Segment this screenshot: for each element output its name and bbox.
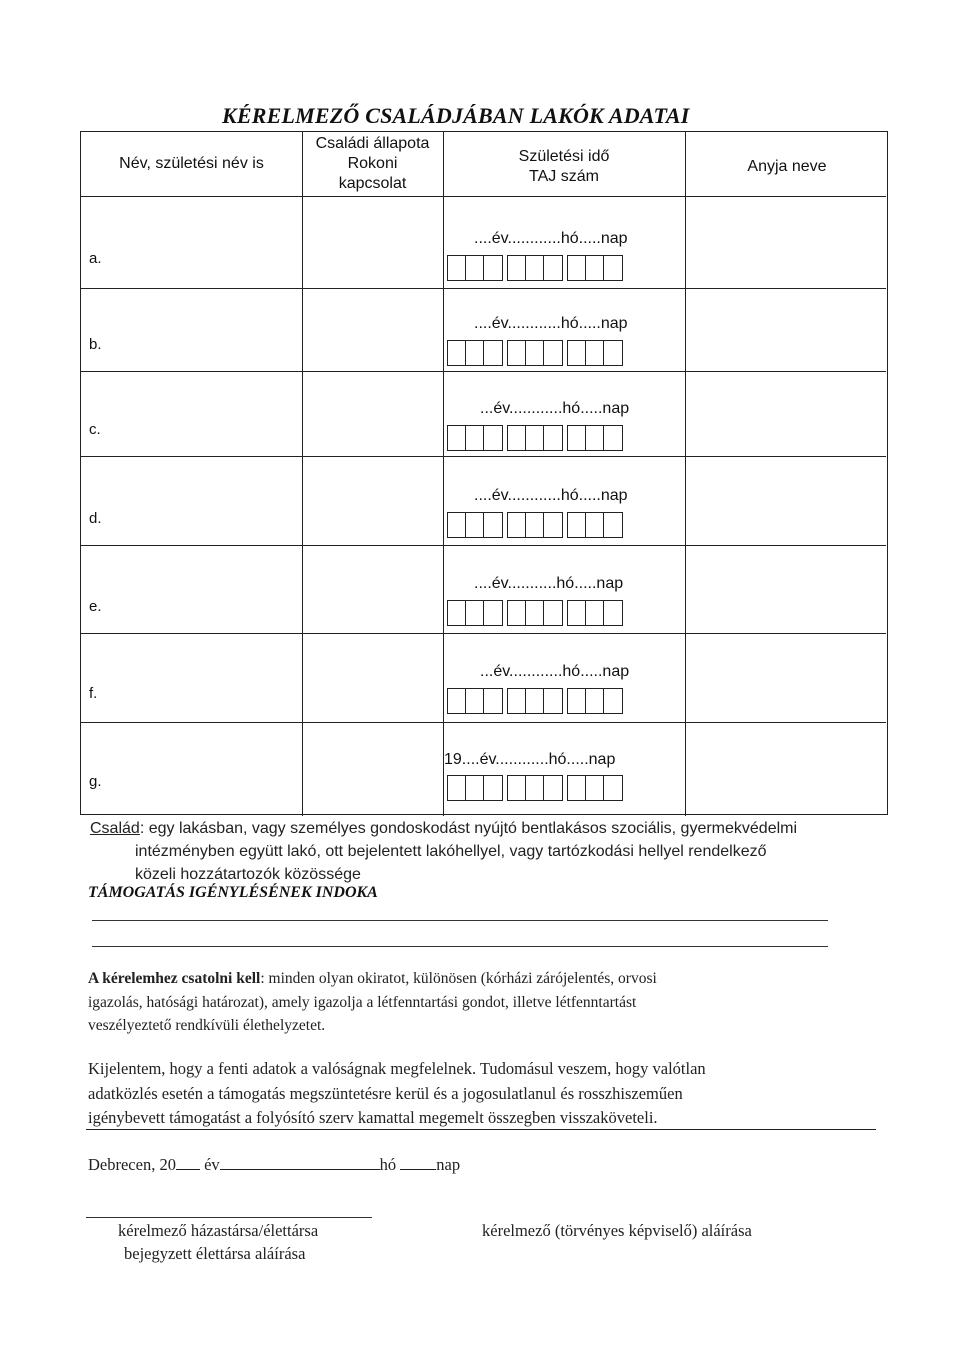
attach-paragraph <box>88 968 657 990</box>
taj-boxes[interactable] <box>447 340 627 366</box>
row-date-a: ....év............hó.....nap <box>474 230 628 247</box>
reason-heading: TÁMOGATÁS IGÉNYLÉSÉNEK INDOKA <box>88 884 378 901</box>
row-date-d: ....év............hó.....nap <box>474 487 628 504</box>
declaration-line1: Kijelentem, hogy a fenti adatok a valóságnak megfelelnek. Tudomásul veszem, hogy valótlan <box>88 1059 706 1078</box>
date-year-label: év <box>204 1155 220 1174</box>
header-family-status-line3: kapcsolat <box>338 175 407 192</box>
row-label-a: a. <box>89 250 102 267</box>
row-divider <box>81 456 886 457</box>
taj-boxes[interactable] <box>447 688 627 714</box>
definition-term: Család <box>90 820 140 837</box>
row-divider <box>81 545 886 546</box>
attach-bold: A kérelemhez csatolni kell <box>88 970 261 987</box>
header-family-status <box>302 134 443 194</box>
signature-left-line1: kérelmező házastársa/élettársa <box>118 1221 319 1240</box>
signature-left-line2: bejegyzett élettársa aláírása <box>124 1244 306 1263</box>
row-label-g: g. <box>89 773 102 790</box>
row-divider <box>81 288 886 289</box>
row-date-c: ...év............hó.....nap <box>480 400 630 417</box>
signature-line-left[interactable] <box>86 1217 372 1218</box>
date-day-label: nap <box>436 1155 461 1174</box>
row-divider <box>81 633 886 634</box>
attach-line3: veszélyeztető rendkívüli élethelyzetet. <box>88 1017 326 1034</box>
declaration-underline <box>86 1129 876 1130</box>
day-blank[interactable] <box>400 1169 436 1170</box>
attach-line2: igazolás, hatósági határozat), amely igazolja a létfenntartási gondot, illetve létfenntartást <box>88 994 637 1011</box>
date-month-label: hó <box>379 1155 397 1174</box>
row-label-b: b. <box>89 336 102 353</box>
year-blank[interactable] <box>220 1169 380 1170</box>
definition-line3: közeli hozzátartozók közössége <box>135 866 361 883</box>
taj-boxes[interactable] <box>447 600 627 626</box>
header-birth-date <box>443 147 685 187</box>
row-divider <box>81 722 886 723</box>
row-label-f: f. <box>89 685 98 702</box>
reason-line-1[interactable] <box>92 920 828 921</box>
header-birth-date-line2: TAJ szám <box>529 168 599 185</box>
column-divider <box>443 132 444 816</box>
taj-boxes[interactable] <box>447 512 627 538</box>
row-divider <box>81 371 886 372</box>
header-mother-name: Anyja neve <box>747 158 827 175</box>
row-divider <box>81 196 886 197</box>
row-label-d: d. <box>89 510 102 527</box>
reason-line-2[interactable] <box>92 946 828 947</box>
date-line <box>88 1154 460 1176</box>
row-label-c: c. <box>89 421 101 438</box>
declaration-line2: adatközlés esetén a támogatás megszüntetésre kerül és a jogosulatlanul és rosszhiszeműen <box>88 1084 683 1103</box>
column-divider <box>685 132 686 816</box>
row-label-e: e. <box>89 598 102 615</box>
date-place: Debrecen, 20 <box>88 1155 176 1174</box>
definition-line1: : egy lakásban, vagy személyes gondoskodást nyújtó bentlakásos szociális, gyermekvédelmi <box>139 820 798 837</box>
row-date-g: 19....év............hó.....nap <box>444 751 616 768</box>
taj-boxes[interactable] <box>447 425 627 451</box>
taj-boxes[interactable] <box>447 775 627 801</box>
header-family-status-line1: Családi állapota <box>315 135 430 152</box>
row-date-b: ....év............hó.....nap <box>474 315 628 332</box>
page-title: KÉRELMEZŐ CSALÁDJÁBAN LAKÓK ADATAI <box>222 103 690 128</box>
taj-boxes[interactable] <box>447 255 627 281</box>
header-birth-date-line1: Születési idő <box>518 148 610 165</box>
declaration-line3: igénybevett támogatást a folyósító szerv kamattal megemelt összegben visszaköveteli. <box>88 1108 658 1127</box>
row-date-e: ....év...........hó.....nap <box>474 575 624 592</box>
header-family-status-line2: Rokoni <box>347 155 398 172</box>
row-date-f: ...év............hó.....nap <box>480 663 630 680</box>
definition-line2: intézményben együtt lakó, ott bejelentett lakóhellyel, vagy tartózkodási hellyel rendelkező <box>135 843 767 860</box>
column-divider <box>302 132 303 816</box>
family-definition <box>90 818 797 840</box>
signature-right: kérelmező (törvényes képviselő) aláírása <box>482 1221 752 1240</box>
year-suffix-blank[interactable] <box>176 1169 200 1170</box>
header-name: Név, születési név is <box>119 155 264 172</box>
attach-line1: : minden olyan okiratot, különösen (kórházi zárójelentés, orvosi <box>260 970 657 987</box>
